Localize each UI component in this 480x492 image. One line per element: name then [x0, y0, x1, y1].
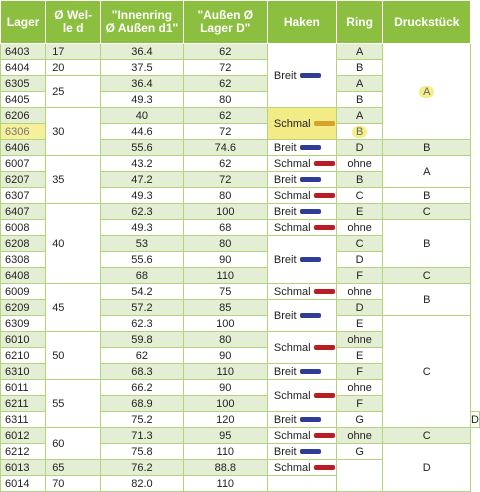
lager-cell: 6406	[1, 140, 46, 156]
ring-cell: E	[336, 348, 383, 364]
haken-cell	[267, 156, 336, 172]
haken-cell	[267, 364, 336, 380]
aussen-cell: 62	[183, 108, 267, 124]
innenring-cell: 47.2	[101, 172, 184, 188]
aussen-cell: 72	[183, 60, 267, 76]
welle-cell: 25	[46, 76, 101, 108]
lager-cell: 6309	[1, 316, 46, 332]
welle-cell: 50	[46, 332, 101, 380]
ring-label: B	[352, 126, 367, 138]
ring-cell: G	[336, 412, 383, 428]
haken-label: Schmal	[273, 341, 311, 354]
innenring-cell: 54.2	[101, 284, 184, 300]
haken-label: Schmal	[273, 429, 311, 442]
lager-cell: 6211	[1, 396, 46, 412]
ring-cell: B	[336, 92, 383, 108]
welle-cell: 20	[46, 60, 101, 76]
aussen-cell: 62	[183, 156, 267, 172]
druck-cell	[383, 44, 471, 140]
lager-cell: 6311	[1, 412, 46, 428]
haken-cell	[267, 444, 336, 460]
ring-cell: E	[336, 204, 383, 220]
header-ring: Ring	[336, 1, 383, 44]
ring-cell: D	[336, 140, 383, 156]
welle-cell: 70	[46, 476, 101, 492]
haken-label: Breit	[273, 205, 297, 218]
innenring-cell: 49.3	[101, 92, 184, 108]
aussen-cell: 88.8	[183, 460, 267, 476]
lager-cell: 6009	[1, 284, 46, 300]
table-row	[1, 156, 480, 172]
innenring-cell: 82.0	[101, 476, 184, 492]
lager-cell: 6012	[1, 428, 46, 444]
innenring-cell: 55.6	[101, 252, 184, 268]
aussen-cell: 85	[183, 300, 267, 316]
breit-bar-icon	[300, 369, 321, 374]
aussen-cell: 120	[183, 412, 267, 428]
haken-cell	[267, 44, 336, 108]
table-row	[1, 44, 480, 60]
haken-cell	[267, 284, 336, 300]
header-innenring: "Innenring Ø Außen d1"	[101, 1, 184, 44]
aussen-cell: 62	[183, 44, 267, 60]
innenring-cell: 62.3	[101, 316, 184, 332]
ring-cell: F	[336, 268, 383, 284]
ring-cell: ohne	[336, 156, 383, 172]
ring-cell: C	[336, 188, 383, 204]
header-welle: Ø Wel- le d	[46, 1, 101, 44]
haken-label: Schmal	[273, 157, 311, 170]
aussen-cell: 75	[183, 284, 267, 300]
aussen-cell: 110	[183, 476, 267, 492]
ring-cell: A	[336, 108, 383, 124]
haken-cell	[267, 236, 336, 284]
breit-bar-icon	[300, 177, 321, 182]
welle-cell: 30	[46, 108, 101, 156]
haken-label: Schmal	[273, 461, 311, 474]
aussen-cell: 100	[183, 396, 267, 412]
lager-cell: 6408	[1, 268, 46, 284]
aussen-cell: 80	[183, 92, 267, 108]
druck-cell: B	[383, 188, 471, 204]
aussen-cell: 72	[183, 124, 267, 140]
schmal-bar-icon	[314, 393, 335, 398]
haken-label: Breit	[273, 253, 297, 266]
breit-bar-icon	[300, 313, 321, 318]
innenring-cell: 37.5	[101, 60, 184, 76]
aussen-cell: 62	[183, 76, 267, 92]
welle-cell: 65	[46, 460, 101, 476]
ring-cell: ohne	[336, 428, 383, 444]
ring-cell: E	[336, 316, 383, 332]
haken-cell	[267, 428, 336, 444]
breit-bar-icon	[300, 417, 321, 422]
innenring-cell: 49.3	[101, 220, 184, 236]
lager-cell: 6210	[1, 348, 46, 364]
lager-cell: 6308	[1, 252, 46, 268]
schmal-bar-icon	[314, 193, 335, 198]
aussen-cell: 80	[183, 188, 267, 204]
haken-cell	[267, 460, 336, 476]
aussen-cell: 90	[183, 252, 267, 268]
innenring-cell: 68	[101, 268, 184, 284]
aussen-cell: 95	[183, 428, 267, 444]
lager-cell: 6207	[1, 172, 46, 188]
haken-label: Breit	[273, 445, 297, 458]
lager-cell: 6305	[1, 76, 46, 92]
aussen-cell: 100	[183, 316, 267, 332]
schmal-bar-icon	[314, 289, 335, 294]
innenring-cell: 43.2	[101, 156, 184, 172]
innenring-cell: 62	[101, 348, 184, 364]
druck-cell: D	[383, 444, 471, 492]
haken-label: Schmal	[273, 221, 311, 234]
welle-cell: 60	[46, 428, 101, 460]
ring-cell: B	[336, 60, 383, 76]
innenring-cell: 40	[101, 108, 184, 124]
aussen-cell: 110	[183, 444, 267, 460]
innenring-cell: 53	[101, 236, 184, 252]
haken-cell	[267, 108, 336, 140]
innenring-cell: 71.3	[101, 428, 184, 444]
lager-cell: 6212	[1, 444, 46, 460]
lager-cell: 6407	[1, 204, 46, 220]
druck-cell: C	[383, 204, 471, 220]
druck-cell: B	[383, 284, 471, 316]
schmal-bar-icon	[314, 121, 335, 126]
schmal-bar-icon	[314, 433, 335, 438]
schmal-bar-icon	[314, 225, 335, 230]
lager-cell: 6307	[1, 188, 46, 204]
druck-cell: A	[383, 156, 471, 188]
header-druckstueck: Druckstück	[383, 1, 471, 44]
haken-cell	[267, 380, 336, 412]
aussen-cell: 90	[183, 348, 267, 364]
breit-bar-icon	[300, 145, 321, 150]
aussen-cell: 80	[183, 236, 267, 252]
innenring-cell: 36.4	[101, 76, 184, 92]
ring-cell	[336, 460, 383, 492]
ring-cell: D	[336, 300, 383, 316]
lager-cell: 6007	[1, 156, 46, 172]
haken-label: Breit	[273, 365, 297, 378]
header-haken: Haken	[267, 1, 336, 44]
druck-cell: C	[383, 316, 471, 428]
haken-cell	[267, 220, 336, 236]
welle-cell: 40	[46, 204, 101, 284]
lager-cell: 6404	[1, 60, 46, 76]
lager-cell: 6014	[1, 476, 46, 492]
haken-cell	[267, 476, 336, 492]
ring-cell: ohne	[336, 332, 383, 348]
innenring-cell: 75.8	[101, 444, 184, 460]
lager-cell: 6008	[1, 220, 46, 236]
haken-label: Breit	[273, 69, 297, 82]
schmal-bar-icon	[314, 465, 335, 470]
innenring-cell: 36.4	[101, 44, 184, 60]
aussen-cell: 72	[183, 172, 267, 188]
ring-cell: C	[336, 236, 383, 252]
aussen-cell: 90	[183, 380, 267, 396]
haken-cell	[267, 300, 336, 332]
haken-label: Breit	[273, 173, 297, 186]
haken-label: Breit	[273, 309, 297, 322]
ring-cell: F	[336, 396, 383, 412]
lager-cell: 6405	[1, 92, 46, 108]
ring-cell: ohne	[336, 284, 383, 300]
welle-cell: 35	[46, 156, 101, 204]
aussen-cell: 110	[183, 364, 267, 380]
haken-cell	[267, 140, 336, 156]
header-aussen: "Außen Ø Lager D"	[183, 1, 267, 44]
haken-label: Breit	[273, 413, 297, 426]
haken-label: Schmal	[273, 285, 311, 298]
haken-label: Schmal	[273, 389, 311, 402]
haken-cell	[267, 188, 336, 204]
innenring-cell: 68.9	[101, 396, 184, 412]
lager-cell: 6206	[1, 108, 46, 124]
breit-bar-icon	[300, 257, 321, 262]
schmal-bar-icon	[314, 345, 335, 350]
ring-cell: D	[336, 252, 383, 268]
druck-cell: C	[383, 428, 471, 444]
welle-cell: 45	[46, 284, 101, 332]
lager-cell: 6403	[1, 44, 46, 60]
aussen-cell: 68	[183, 220, 267, 236]
innenring-cell: 75.2	[101, 412, 184, 428]
druck-cell: C	[383, 268, 471, 284]
innenring-cell: 59.8	[101, 332, 184, 348]
innenring-cell: 66.2	[101, 380, 184, 396]
lager-cell: 6306	[1, 124, 46, 140]
breit-bar-icon	[300, 449, 321, 454]
haken-label: Schmal	[273, 189, 311, 202]
aussen-cell: 74.6	[183, 140, 267, 156]
druck-label: A	[419, 86, 434, 98]
haken-cell	[267, 204, 336, 220]
innenring-cell: 57.2	[101, 300, 184, 316]
haken-cell	[267, 332, 336, 364]
ring-cell: A	[336, 76, 383, 92]
innenring-cell: 49.3	[101, 188, 184, 204]
innenring-cell: 68.3	[101, 364, 184, 380]
lager-cell: 6208	[1, 236, 46, 252]
haken-label: Schmal	[273, 117, 311, 130]
innenring-cell: 55.6	[101, 140, 184, 156]
ring-cell: B	[336, 172, 383, 188]
druck-cell: B	[383, 220, 471, 268]
table-row	[1, 284, 480, 300]
ring-cell	[336, 124, 383, 140]
breit-bar-icon	[300, 209, 321, 214]
aussen-cell: 110	[183, 268, 267, 284]
lager-cell: 6013	[1, 460, 46, 476]
druck-cell: B	[383, 140, 471, 156]
innenring-cell: 76.2	[101, 460, 184, 476]
ring-cell: ohne	[336, 380, 383, 396]
welle-cell: 17	[46, 44, 101, 60]
breit-bar-icon	[300, 73, 321, 78]
lager-cell: 6011	[1, 380, 46, 396]
lager-cell: 6209	[1, 300, 46, 316]
innenring-cell: 62.3	[101, 204, 184, 220]
lager-cell: 6310	[1, 364, 46, 380]
aussen-cell: 100	[183, 204, 267, 220]
haken-cell	[267, 412, 336, 428]
druck-cell: D	[471, 413, 479, 426]
header-lager: Lager	[1, 1, 46, 44]
ring-cell: G	[336, 444, 383, 460]
schmal-bar-icon	[314, 161, 335, 166]
table-row	[1, 204, 480, 220]
innenring-cell: 44.6	[101, 124, 184, 140]
aussen-cell: 80	[183, 332, 267, 348]
table-row	[1, 428, 480, 444]
lager-cell: 6010	[1, 332, 46, 348]
ring-cell: A	[336, 44, 383, 60]
ring-cell: F	[336, 364, 383, 380]
welle-cell: 55	[46, 380, 101, 428]
haken-label: Breit	[273, 141, 297, 154]
table-header-row	[1, 1, 480, 44]
haken-cell	[267, 172, 336, 188]
ring-cell: ohne	[336, 220, 383, 236]
